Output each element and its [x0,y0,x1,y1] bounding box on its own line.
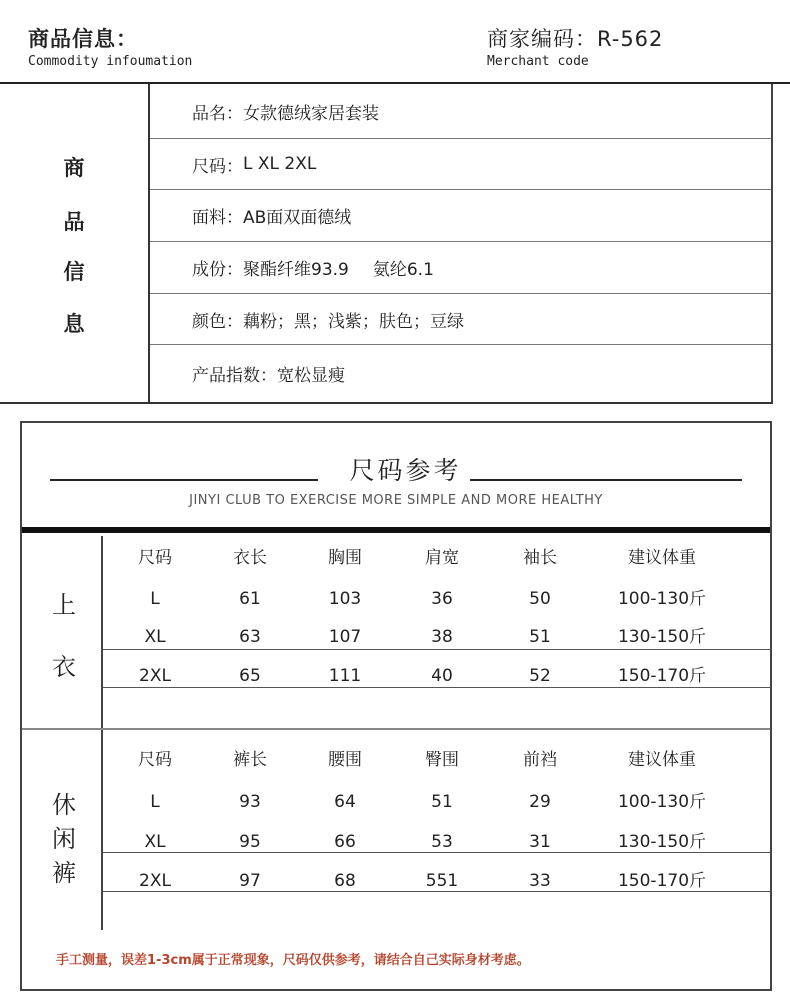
measurement-cell: 51 [431,792,453,812]
pants-section-label: 休 [52,791,76,819]
pants-section-label: 闲 [52,825,76,853]
size-cell: XL [144,627,166,647]
info-row-fabric [150,190,771,242]
column-header: 臀围 [425,750,459,770]
column-header: 袖长 [523,548,557,568]
measurement-cell: 97 [239,871,261,891]
measurement-cell: 61 [239,589,261,609]
merchant-code-title: 商家编码：R-562 [487,27,664,51]
column-header: 建议体重 [628,750,696,770]
column-header: 前裆 [523,750,557,770]
measurement-cell: 100-130斤 [617,792,707,812]
row-separator [103,891,770,892]
measurement-cell: 29 [529,792,551,812]
measurement-cell: 66 [334,832,356,852]
top-section-label: 上 [52,591,76,619]
row-separator [103,649,770,650]
column-header: 建议体重 [628,548,696,568]
size-reference-subtitle: JINYI CLUB TO EXERCISE MORE SIMPLE AND MORE HEALTHY [189,493,603,508]
measurement-cell: 52 [529,666,551,686]
title-rule-right [470,479,742,481]
measurement-note: 手工测量，误差1-3cm属于正常现象，尺码仅供参考，请结合自己实际身材考虑。 [56,953,530,968]
column-header: 裤长 [233,750,267,770]
measurement-cell: 150-170斤 [617,871,707,891]
measurement-cell: 130-150斤 [617,832,707,852]
measurement-cell: 40 [431,666,453,686]
size-cell: 2XL [139,666,171,686]
measurement-cell: 63 [239,627,261,647]
measurement-cell: 33 [529,871,551,891]
header-bar [0,0,790,84]
measurement-cell: 111 [328,666,362,686]
title-rule-left [50,479,318,481]
merchant-code-subtitle: Merchant code [487,54,589,69]
measurement-cell: 51 [529,627,551,647]
measurement-cell: 93 [239,792,261,812]
section-divider-vertical [101,536,103,728]
measurement-cell: 130-150斤 [617,627,707,647]
row-separator [103,852,770,853]
product-info-side-label [0,84,150,402]
top-section-label: 衣 [52,653,76,681]
size-reference-title: 尺码参考 [349,456,462,485]
column-header: 尺码 [138,750,172,770]
measurement-cell: 50 [529,589,551,609]
side-char: 品 [63,210,85,234]
info-value: 藕粉；黑；浅紫；肤色；豆绿 [243,311,464,332]
commodity-info-title: 商品信息： [28,27,138,51]
info-label: 品名： [192,103,243,124]
measurement-cell: 150-170斤 [617,666,707,686]
pants-section-label: 裤 [52,859,76,887]
side-char: 信 [63,260,85,284]
section-divider-vertical [101,730,103,930]
commodity-info-heading [28,26,192,70]
side-char: 息 [63,312,85,336]
info-label: 颜色： [192,311,243,332]
size-cell: L [150,792,160,812]
side-char: 商 [63,156,85,180]
size-cell: XL [144,832,166,852]
measurement-cell: 38 [431,627,453,647]
size-cell: L [150,589,160,609]
info-value: 聚酯纤维93.9 [243,260,349,280]
column-header: 衣长 [233,548,267,568]
info-value: AB面双面德绒 [243,208,352,228]
title-divider [22,527,770,533]
size-cell: 2XL [139,871,171,891]
info-label: 尺码： [192,156,243,177]
row-separator [103,687,770,688]
info-row-fit [150,345,771,402]
info-row-size [150,139,771,190]
measurement-cell: 36 [431,589,453,609]
info-label: 产品指数： [192,366,277,386]
measurement-cell: 103 [328,589,362,609]
info-row-name [150,84,771,139]
column-header: 尺码 [138,548,172,568]
measurement-cell: 95 [239,832,261,852]
measurement-cell: 31 [529,832,551,852]
section-divider [22,728,770,730]
info-row-composition [150,242,771,294]
column-header: 腰围 [328,750,362,770]
column-header: 肩宽 [425,548,459,568]
measurement-cell: 64 [334,792,356,812]
measurement-cell: 100-130斤 [617,589,707,609]
info-value: 宽松显瘦 [277,366,345,386]
info-label: 面料： [192,208,243,228]
info-row-color [150,294,771,345]
column-header: 胸围 [328,548,362,568]
info-value: L XL 2XL [243,154,317,174]
measurement-cell: 551 [425,871,459,891]
measurement-cell: 68 [334,871,356,891]
measurement-cell: 65 [239,666,261,686]
product-info-table [0,84,773,404]
size-reference-card [20,421,772,991]
commodity-info-subtitle: Commodity infoumation [28,54,193,69]
measurement-cell: 53 [431,832,453,852]
info-value-2: 氨纶6.1 [372,260,434,280]
measurement-cell: 107 [328,627,362,647]
info-value: 女款德绒家居套装 [243,103,379,124]
merchant-code-heading [487,26,663,70]
info-label: 成份： [192,260,243,280]
